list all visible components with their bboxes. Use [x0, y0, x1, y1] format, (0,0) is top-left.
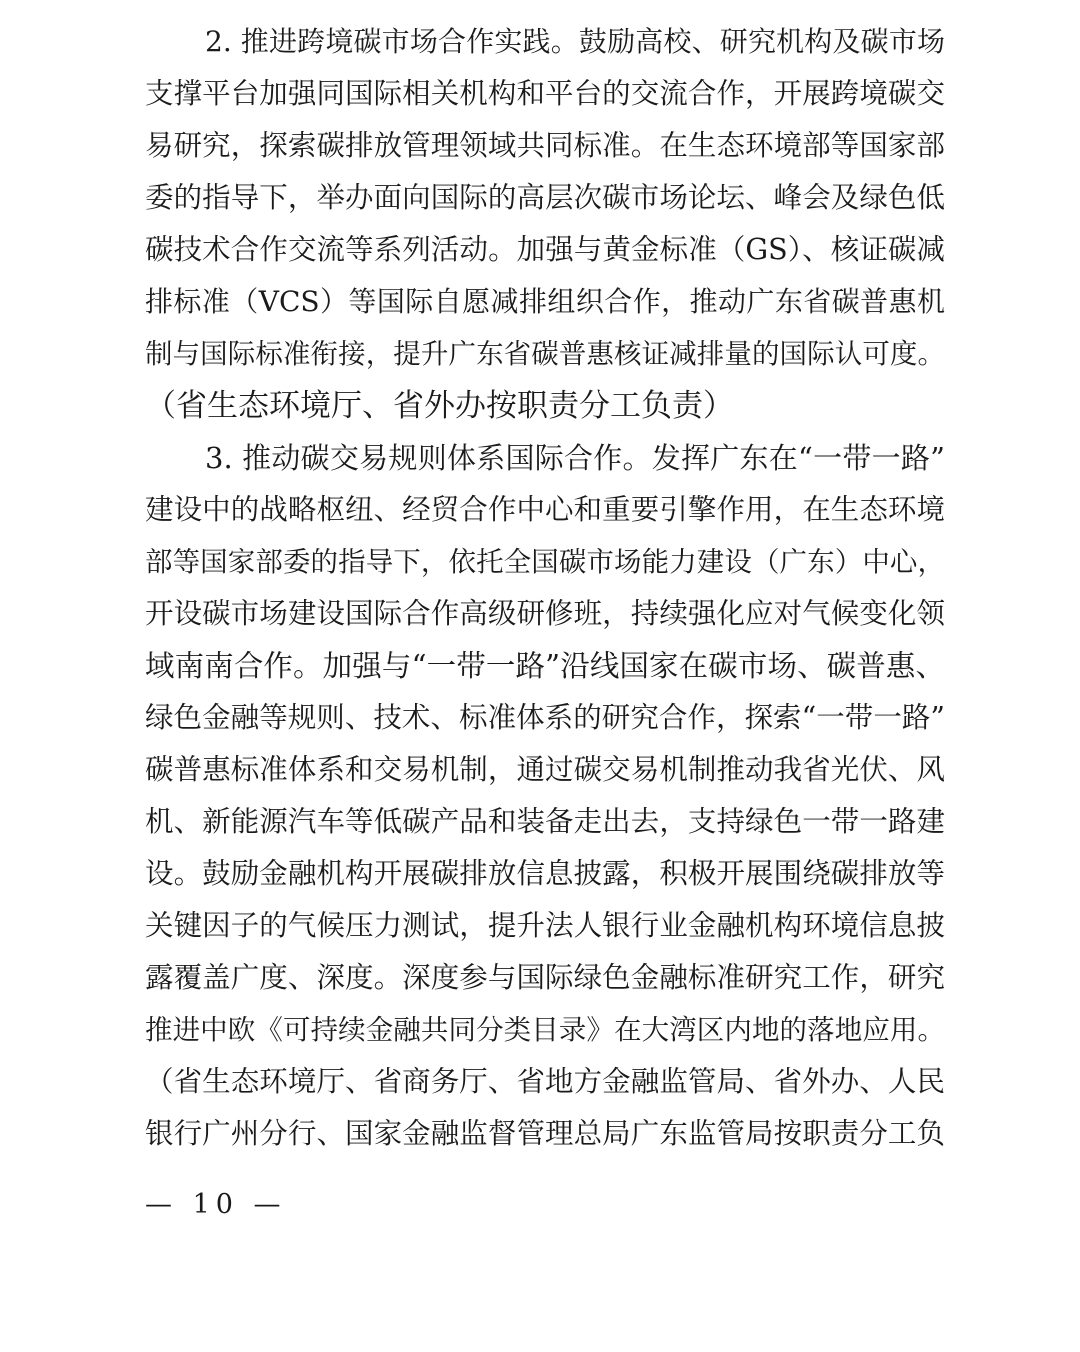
- text-line: 制与国际标准衔接，提升广东省碳普惠核证减排量的国际认可度。: [145, 338, 945, 370]
- text-line: 设。鼓励金融机构开展碳排放信息披露，积极开展围绕碳排放等: [145, 857, 945, 890]
- paragraph-2-heading-line: 2. 推进跨境碳市场合作实践。鼓励高校、研究机构及碳市场: [205, 25, 945, 58]
- text-line: 推进中欧《可持续金融共同分类目录》在大湾区内地的落地应用。: [145, 1014, 945, 1046]
- text-line: 碳普惠标准体系和交易机制，通过碳交易机制推动我省光伏、风: [145, 753, 945, 786]
- text-line: 开设碳市场建设国际合作高级研修班，持续强化应对气候变化领: [145, 597, 945, 630]
- page-number: — 10 —: [145, 1189, 287, 1220]
- text-line: 域南南合作。加强与“一带一路”沿线国家在碳市场、碳普惠、: [145, 649, 945, 683]
- responsibility-note: （省生态环境厅、省商务厅、省地方金融监管局、省外办、人民: [145, 1065, 945, 1098]
- text-line: 部等国家部委的指导下，依托全国碳市场能力建设（广东）中心，: [145, 546, 945, 578]
- text-line: 支撑平台加强同国际相关机构和平台的交流合作，开展跨境碳交: [145, 77, 945, 110]
- paragraph-3-heading-line: 3. 推动碳交易规则体系国际合作。发挥广东在“一带一路”: [205, 441, 945, 475]
- text-line: 建设中的战略枢纽、经贸合作中心和重要引擎作用，在生态环境: [145, 493, 945, 526]
- text-line: 关键因子的气候压力测试，提升法人银行业金融机构环境信息披: [145, 909, 945, 942]
- responsibility-note: （省生态环境厅、省外办按职责分工负责）: [145, 388, 734, 424]
- responsibility-note: 银行广州分行、国家金融监督管理总局广东监管局按职责分工负: [145, 1117, 945, 1150]
- text-line: 碳技术合作交流等系列活动。加强与黄金标准（GS）、核证碳减: [145, 233, 945, 266]
- text-line: 机、新能源汽车等低碳产品和装备走出去，支持绿色一带一路建: [145, 805, 945, 838]
- text-line: 委的指导下，举办面向国际的高层次碳市场论坛、峰会及绿色低: [145, 181, 945, 214]
- text-line: 绿色金融等规则、技术、标准体系的研究合作，探索“一带一路”: [145, 701, 945, 734]
- text-line: 露覆盖广度、深度。深度参与国际绿色金融标准研究工作，研究: [145, 961, 945, 994]
- text-line: 排标准（VCS）等国际自愿减排组织合作，推动广东省碳普惠机: [145, 285, 945, 318]
- text-line: 易研究，探索碳排放管理领域共同标准。在生态环境部等国家部: [145, 129, 945, 162]
